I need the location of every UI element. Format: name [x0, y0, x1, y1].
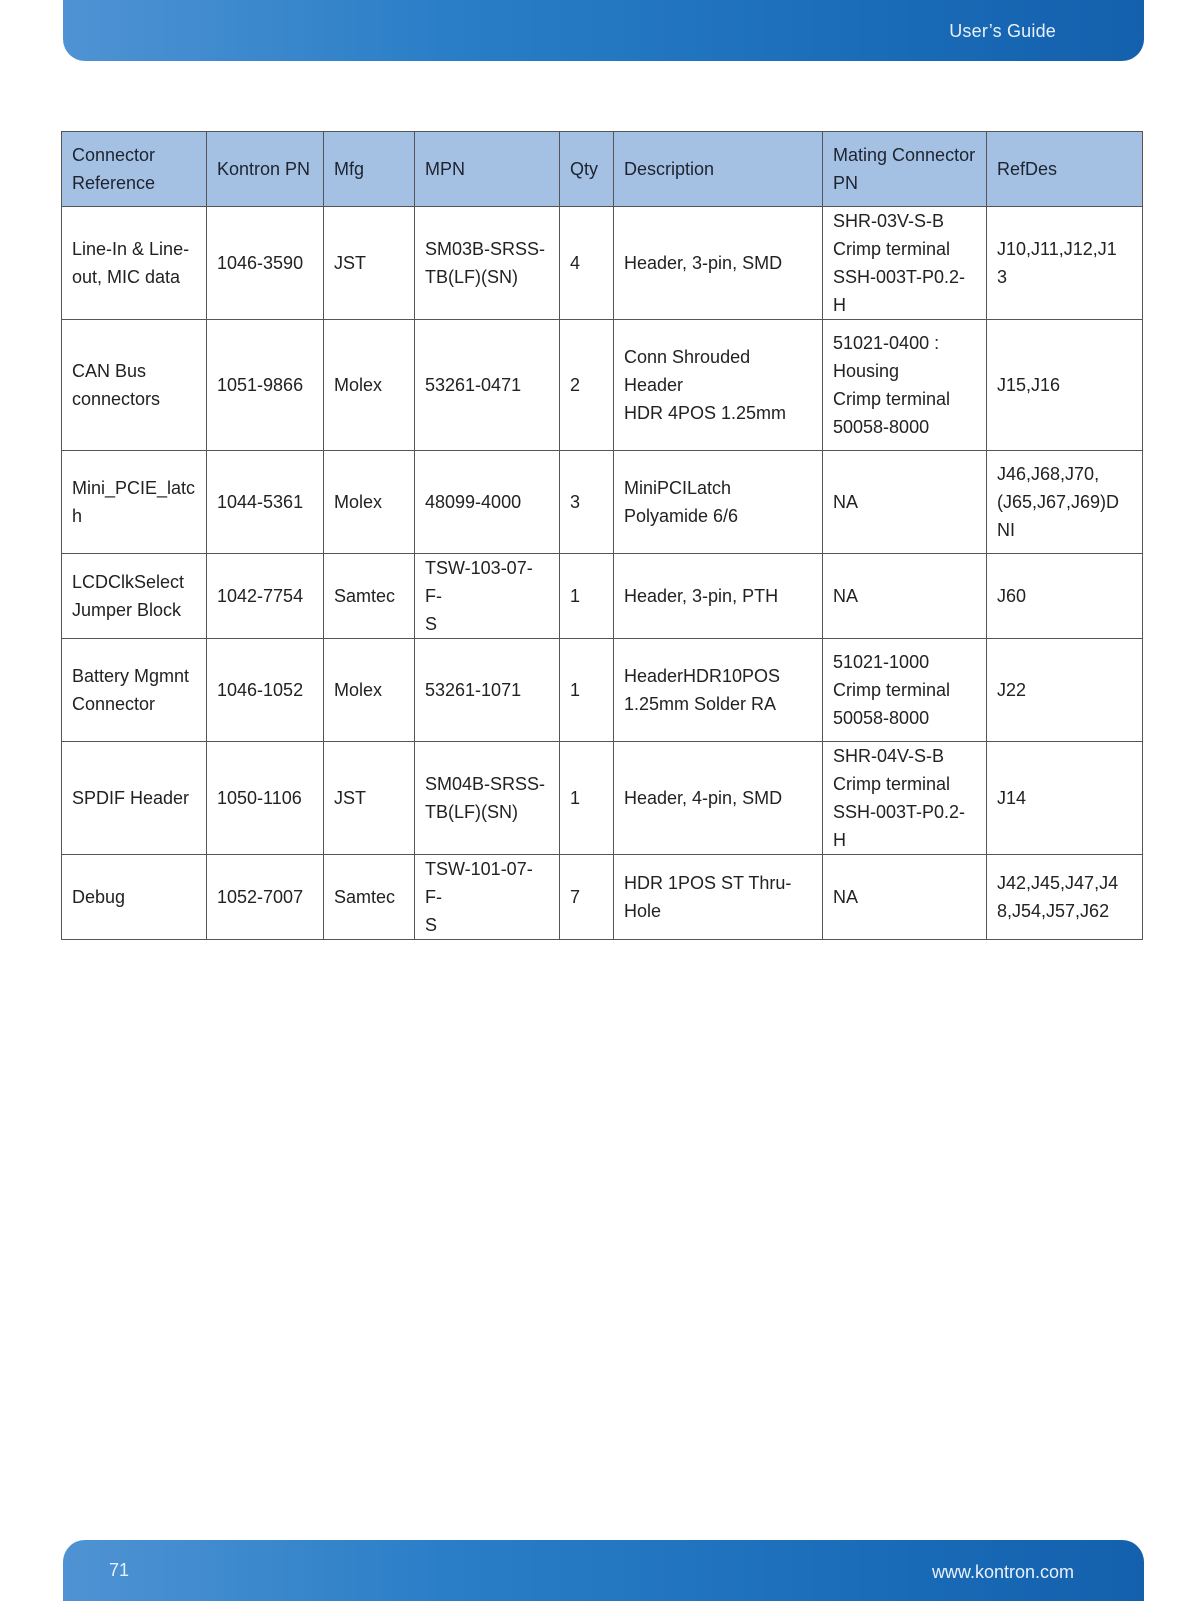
- website-link[interactable]: www.kontron.com: [931, 1562, 1074, 1582]
- table-row: [62, 207, 1143, 320]
- table-cell: NA: [823, 855, 987, 940]
- table-cell: Debug: [62, 855, 207, 940]
- table-row: [62, 855, 1143, 940]
- table-cell: LCDClkSelect Jumper Block: [62, 554, 207, 639]
- table-cell: 4: [560, 207, 614, 320]
- table-row: [62, 742, 1143, 855]
- table-cell: 1: [560, 742, 614, 855]
- header-band: [63, 0, 1144, 61]
- table-cell: SPDIF Header: [62, 742, 207, 855]
- table-cell: 1: [560, 554, 614, 639]
- table-row: [62, 320, 1143, 451]
- table-cell: SM04B-SRSS- TB(LF)(SN): [415, 742, 560, 855]
- table-cell: JST: [324, 742, 415, 855]
- table-cell: 53261-1071: [415, 639, 560, 742]
- table-cell: Battery Mgmnt Connector: [62, 639, 207, 742]
- table-cell: HDR 1POS ST Thru- Hole: [614, 855, 823, 940]
- connector-table: [61, 131, 1143, 940]
- table-cell: J10,J11,J12,J1 3: [987, 207, 1143, 320]
- table-cell: Mini_PCIE_latc h: [62, 451, 207, 554]
- table-cell: MiniPCILatch Polyamide 6/6: [614, 451, 823, 554]
- table-cell: 53261-0471: [415, 320, 560, 451]
- table-cell: TSW-103-07-F- S: [415, 554, 560, 639]
- table-cell: J15,J16: [987, 320, 1143, 451]
- column-header: Description: [614, 132, 823, 207]
- table-cell: SHR-03V-S-B Crimp terminal SSH-003T-P0.2-H: [823, 207, 987, 320]
- table-cell: 1044-5361: [207, 451, 324, 554]
- footer-band: [63, 1540, 1144, 1601]
- column-header: Mfg: [324, 132, 415, 207]
- column-header: Qty: [560, 132, 614, 207]
- document-title: User’s Guide: [949, 21, 1056, 41]
- table-cell: NA: [823, 554, 987, 639]
- table-cell: J60: [987, 554, 1143, 639]
- table-cell: Line-In & Line- out, MIC data: [62, 207, 207, 320]
- table-cell: JST: [324, 207, 415, 320]
- table-cell: 1: [560, 639, 614, 742]
- table-cell: J14: [987, 742, 1143, 855]
- table-cell: Samtec: [324, 554, 415, 639]
- table-cell: 51021-1000 Crimp terminal 50058-8000: [823, 639, 987, 742]
- table-cell: Molex: [324, 320, 415, 451]
- table-cell: 51021-0400 : Housing Crimp terminal 50058-8000: [823, 320, 987, 451]
- table-cell: 7: [560, 855, 614, 940]
- column-header: RefDes: [987, 132, 1143, 207]
- table-cell: Header, 3-pin, SMD: [614, 207, 823, 320]
- table-cell: J46,J68,J70, (J65,J67,J69)D NI: [987, 451, 1143, 554]
- table-cell: TSW-101-07-F- S: [415, 855, 560, 940]
- table-cell: Header, 3-pin, PTH: [614, 554, 823, 639]
- table-cell: Molex: [324, 639, 415, 742]
- table-cell: 3: [560, 451, 614, 554]
- table-row: [62, 451, 1143, 554]
- table-cell: 1042-7754: [207, 554, 324, 639]
- table-cell: 2: [560, 320, 614, 451]
- table-cell: Header, 4-pin, SMD: [614, 742, 823, 855]
- table-cell: CAN Bus connectors: [62, 320, 207, 451]
- table-cell: 1046-3590: [207, 207, 324, 320]
- table-row: [62, 554, 1143, 639]
- column-header: MPN: [415, 132, 560, 207]
- table-cell: SHR-04V-S-B Crimp terminal SSH-003T-P0.2-H: [823, 742, 987, 855]
- table-cell: 1046-1052: [207, 639, 324, 742]
- table-cell: 1052-7007: [207, 855, 324, 940]
- table-cell: Conn Shrouded Header HDR 4POS 1.25mm: [614, 320, 823, 451]
- column-header: Mating Connector PN: [823, 132, 987, 207]
- page-number: 71: [109, 1560, 130, 1580]
- table-row: [62, 639, 1143, 742]
- table-cell: Molex: [324, 451, 415, 554]
- table-cell: Samtec: [324, 855, 415, 940]
- table-cell: NA: [823, 451, 987, 554]
- table-cell: J22: [987, 639, 1143, 742]
- table-cell: J42,J45,J47,J4 8,J54,J57,J62: [987, 855, 1143, 940]
- table-header-row: [62, 132, 1143, 207]
- column-header: Connector Reference: [62, 132, 207, 207]
- table-cell: HeaderHDR10POS 1.25mm Solder RA: [614, 639, 823, 742]
- column-header: Kontron PN: [207, 132, 324, 207]
- table-cell: SM03B-SRSS- TB(LF)(SN): [415, 207, 560, 320]
- table-cell: 1051-9866: [207, 320, 324, 451]
- table-cell: 48099-4000: [415, 451, 560, 554]
- table-cell: 1050-1106: [207, 742, 324, 855]
